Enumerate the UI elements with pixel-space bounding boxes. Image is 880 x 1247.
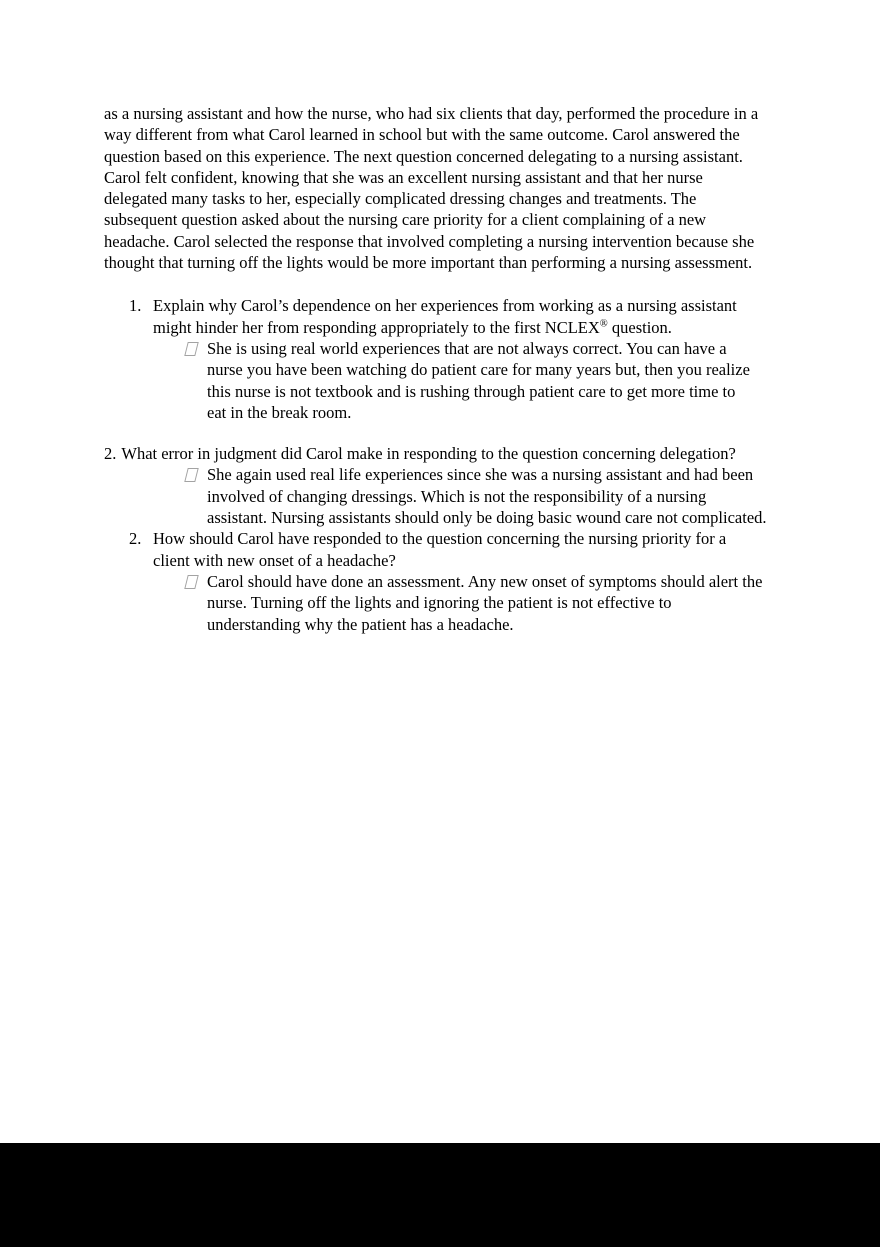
registered-trademark-symbol: ® bbox=[599, 318, 608, 330]
question-3-number: 2. bbox=[129, 529, 142, 549]
question-1-text-before-sup: Explain why Carol’s dependence on her experiences from working as a nursing assistant might hinder her from responding appropriately to the first NCLEX bbox=[153, 296, 737, 337]
open-square-bullet-icon bbox=[184, 575, 198, 589]
question-2-text: What error in judgment did Carol make in responding to the question concerning delegation? bbox=[121, 444, 736, 464]
bottom-black-bar bbox=[0, 1143, 880, 1247]
answer-1 bbox=[104, 338, 780, 423]
question-1 bbox=[104, 295, 780, 338]
answer-3-text: Carol should have done an assessment. Any new onset of symptoms should alert the nurse. Turning off the lights and ignoring the patient is not effective to understanding why the patient has a headache. bbox=[207, 571, 763, 634]
answer-3 bbox=[104, 571, 780, 635]
open-square-bullet-icon bbox=[184, 342, 198, 356]
answer-2 bbox=[104, 464, 780, 528]
question-1-text-after-sup: question. bbox=[607, 317, 672, 337]
open-square-bullet-icon bbox=[184, 468, 198, 482]
document-page-content bbox=[104, 103, 780, 635]
question-3 bbox=[104, 528, 780, 571]
intro-paragraph: as a nursing assistant and how the nurse, who had six clients that day, performed the procedure in a way different from what Carol learned in school but with the same outcome. Carol answered the question based on this experience. The next question concerned delegating to a nursing assistant. Carol felt confident, knowing that she was an excellent nursing assistant and that her nurse delegated many tasks to her, especially complicated dressing changes and treatments. The subsequent question asked about the nursing care priority for a client complaining of a new headache. Carol selected the response that involved completing a nursing intervention because she thought that turning off the lights would be more important than performing a nursing assessment. bbox=[104, 104, 759, 273]
question-3-text: How should Carol have responded to the question concerning the nursing priority for a client with new onset of a headache? bbox=[153, 529, 727, 570]
question-1-text bbox=[153, 295, 767, 338]
question-2 bbox=[104, 443, 780, 464]
question-1-number: 1. bbox=[129, 296, 142, 316]
answer-2-text: She again used real life experiences since she was a nursing assistant and had been involved of changing dressings. Which is not the responsibility of a nursing assistant. Nursing assistants should only be doing basic wound care not complicated. bbox=[207, 465, 767, 528]
answer-1-text: She is using real world experiences that are not always correct. You can have a nurse you have been watching do patient care for many years but, then you realize this nurse is not textbook and is rushing through patient care to get more time to eat in the break room. bbox=[207, 338, 750, 422]
question-2-number: 2. bbox=[104, 444, 117, 464]
